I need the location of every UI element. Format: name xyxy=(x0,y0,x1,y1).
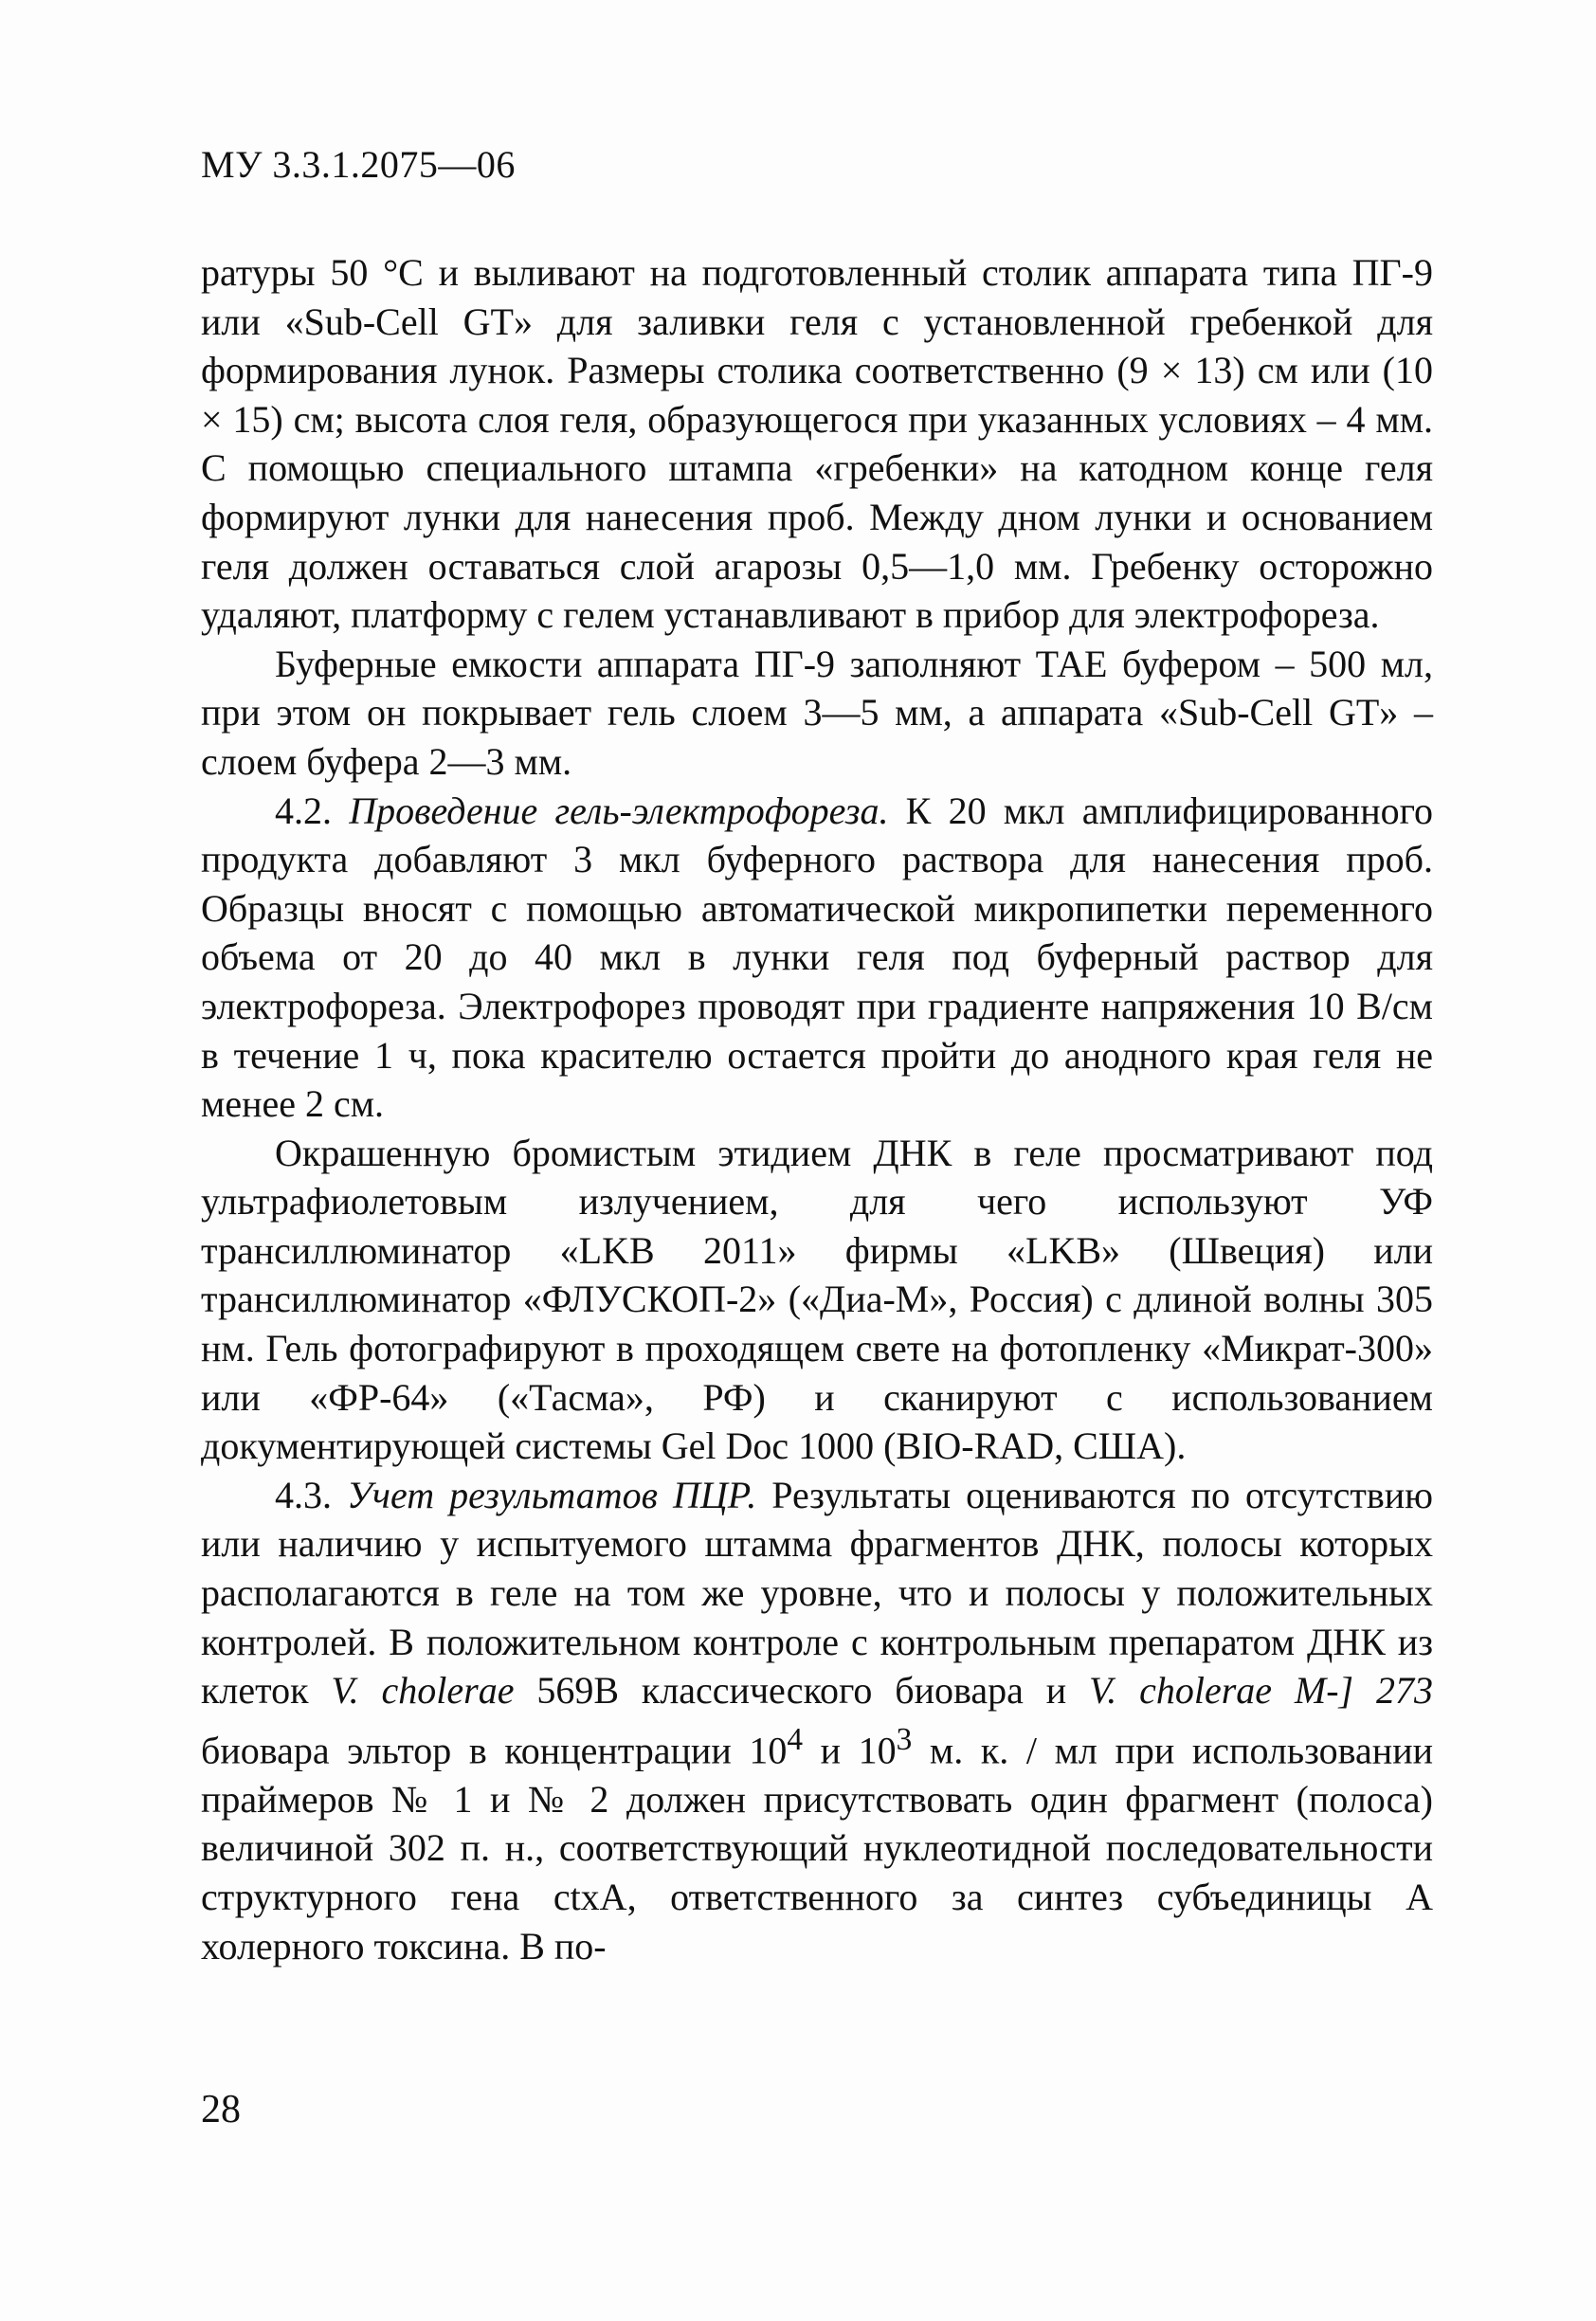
exponent: 4 xyxy=(787,1721,803,1757)
section-text: м. к. / мл при использовании праймеров № 1 и № 2 должен присутствовать один фрагмент (полоса) величиной 302 п. н., соответствующий нуклеотидной последовательности структурного гена ctxA, ответственного за синтез субъединицы А холерного токсина. В по- xyxy=(201,1729,1434,1967)
page-number: 28 xyxy=(201,2088,241,2131)
section-text: Результаты оцениваются по отсутствию или наличию у испытуемого штамма фрагментов ДНК, полосы которых располагаются в геле на том же уровне, что и полосы у положительных контролей. В положительном контроле с контрольным препаратом ДНК из клеток xyxy=(201,1473,1434,1713)
section-text: биовара эльтор в концентрации 10 xyxy=(201,1729,788,1772)
paragraph-gel-casting: ратуры 50 °С и выливают на подготовленный столик аппарата типа ПГ-9 или «Sub-Cell GT» для заливки геля с установленной гребенкой для формирования лунок. Размеры столика соответственно (9 × 13) см или (10 × 15) см; высота слоя геля, образующегося при указанных условиях – 4 мм. С помощью специального штампа «гребенки» на катодном конце геля формируют лунки для нанесения проб. Между дном лунки и основанием геля должен оставаться слой агарозы 0,5—1,0 мм. Гребенку осторожно удаляют, платформу с гелем устанавливают в прибор для электрофореза. xyxy=(201,251,1433,637)
species-name: V. cholerae M-] 273 xyxy=(1088,1669,1433,1713)
section-text: и 10 xyxy=(820,1729,897,1772)
paragraph-pcr-results xyxy=(201,1471,1433,1970)
section-text: К 20 мкл амплифицированного продукта добавляют 3 мкл буферного раствора для нанесения проб. Образцы вносят с помощью автоматической микропипетки переменного объема от 20 до 40 мкл в лунки геля под буферный раствор для электрофореза. Электрофорез проводят при градиенте напряжения 10 В/см в течение 1 ч, пока красителю остается пройти до анодного края геля не менее 2 см. xyxy=(201,789,1434,1126)
paragraph-electrophoresis xyxy=(201,787,1433,1129)
section-number: 4.2. xyxy=(275,789,332,832)
section-heading: Проведение гель-электрофореза. xyxy=(349,789,889,832)
section-text: 569В классического биовара и xyxy=(536,1669,1067,1713)
paragraph-buffer-capacity: Буферные емкости аппарата ПГ-9 заполняют ТАЕ буфером – 500 мл, при этом он покрывает гель слоем 3—5 мм, а аппарата «Sub-Cell GT» – слоем буфера 2—3 мм. xyxy=(201,642,1433,783)
paragraph-uv-imaging: Окрашенную бромистым этидием ДНК в геле просматривают под ультрафиолетовым излучением, для чего используют УФ трансиллюминатор «LKB 2011» фирмы «LKB» (Швеция) или трансиллюминатор «ФЛУСКОП-2» («Диа-М», Россия) с длиной волны 305 нм. Гель фотографируют в проходящем свете на фотопленку «Микрат-300» или «ФР-64» («Тасма», РФ) и сканируют с использованием документирующей системы Gel Doc 1000 (BIO-RAD, США). xyxy=(201,1131,1433,1468)
species-name: V. cholerae xyxy=(331,1669,515,1713)
body-text xyxy=(201,248,1433,1970)
section-number: 4.3. xyxy=(275,1473,332,1516)
document-code-header: МУ 3.3.1.2075—06 xyxy=(201,143,516,186)
exponent: 3 xyxy=(896,1721,913,1757)
section-heading: Учет результатов ПЦР. xyxy=(346,1473,757,1516)
